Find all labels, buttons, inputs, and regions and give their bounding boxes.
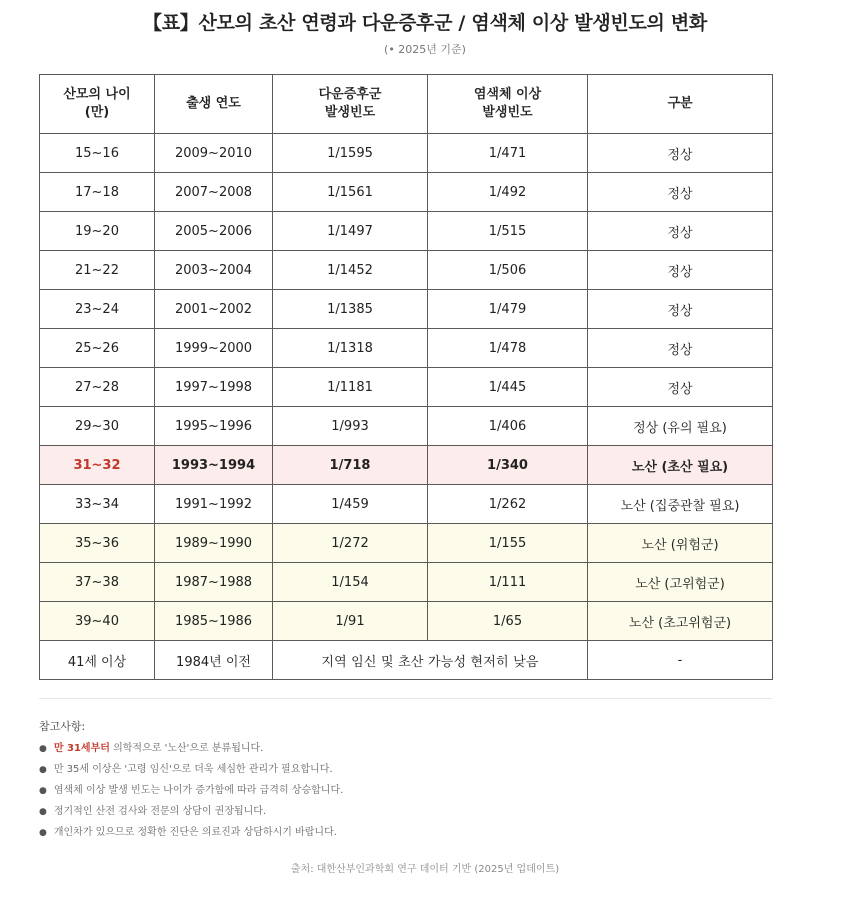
table-header-row xyxy=(40,75,773,134)
cell-age: 25~26 xyxy=(40,329,155,368)
cell-category: 정상 xyxy=(588,134,773,173)
header-down-syndrome: 다운증후군 발생빈도 xyxy=(273,75,428,134)
cell-year: 2005~2006 xyxy=(155,212,273,251)
page-title: 【표】산모의 초산 연령과 다운증후군 / 염색체 이상 발생빈도의 변화 xyxy=(143,12,707,34)
cell-down: 1/1561 xyxy=(273,173,428,212)
cell-year: 2001~2002 xyxy=(155,290,273,329)
table-row xyxy=(40,251,773,290)
cell-year: 1989~1990 xyxy=(155,524,273,563)
cell-age: 29~30 xyxy=(40,407,155,446)
cell-chrom: 1/478 xyxy=(428,329,588,368)
cell-merged: 지역 임신 및 초산 가능성 현저히 낮음 xyxy=(273,641,588,680)
cell-chrom: 1/65 xyxy=(428,602,588,641)
note-emphasis: 만 31세부터 xyxy=(53,743,110,754)
header-birth-year: 출생 연도 xyxy=(155,75,273,134)
bullet-icon: ● xyxy=(39,744,47,754)
cell-down: 1/1595 xyxy=(273,134,428,173)
cell-down: 1/91 xyxy=(273,602,428,641)
cell-age: 21~22 xyxy=(40,251,155,290)
cell-year: 1987~1988 xyxy=(155,563,273,602)
cell-category: 정상 xyxy=(588,290,773,329)
cell-year: 1991~1992 xyxy=(155,485,273,524)
cell-category: 정상 xyxy=(588,368,773,407)
table-row xyxy=(40,446,773,485)
note-text: 정기적인 산전 검사와 전문의 상담이 권장됩니다. xyxy=(53,806,267,817)
note-text: 염색체 이상 발생 빈도는 나이가 증가함에 따라 급격히 상승합니다. xyxy=(53,785,344,796)
cell-chrom: 1/111 xyxy=(428,563,588,602)
cell-chrom: 1/406 xyxy=(428,407,588,446)
cell-year: 1984년 이전 xyxy=(155,641,273,680)
divider xyxy=(39,698,772,699)
cell-chrom: 1/471 xyxy=(428,134,588,173)
cell-chrom: 1/340 xyxy=(428,446,588,485)
cell-category: 정상 xyxy=(588,173,773,212)
cell-chrom: 1/155 xyxy=(428,524,588,563)
cell-age: 31~32 xyxy=(40,446,155,485)
cell-down: 1/718 xyxy=(273,446,428,485)
table-row xyxy=(40,524,773,563)
cell-down: 1/993 xyxy=(273,407,428,446)
cell-category: 노산 (위험군) xyxy=(588,524,773,563)
table-row xyxy=(40,212,773,251)
note-item xyxy=(39,759,343,780)
note-text: 만 35세 이상은 '고령 임신'으로 더욱 세심한 관리가 필요합니다. xyxy=(53,764,333,775)
notes-title: 참고사항: xyxy=(39,720,86,733)
cell-age: 41세 이상 xyxy=(40,641,155,680)
cell-category: 노산 (집중관찰 필요) xyxy=(588,485,773,524)
cell-age: 19~20 xyxy=(40,212,155,251)
cell-age: 39~40 xyxy=(40,602,155,641)
cell-down: 1/459 xyxy=(273,485,428,524)
cell-category: - xyxy=(588,641,773,680)
cell-category: 노산 (초고위험군) xyxy=(588,602,773,641)
note-item xyxy=(39,822,343,843)
note-item xyxy=(39,801,343,822)
notes-list xyxy=(39,738,343,843)
cell-down: 1/1497 xyxy=(273,212,428,251)
table-row xyxy=(40,563,773,602)
cell-year: 2007~2008 xyxy=(155,173,273,212)
cell-down: 1/154 xyxy=(273,563,428,602)
cell-category: 정상 (유의 필요) xyxy=(588,407,773,446)
cell-age: 23~24 xyxy=(40,290,155,329)
cell-age: 15~16 xyxy=(40,134,155,173)
cell-chrom: 1/445 xyxy=(428,368,588,407)
page-subtitle: (• 2025년 기준) xyxy=(384,43,466,56)
cell-year: 1993~1994 xyxy=(155,446,273,485)
cell-age: 37~38 xyxy=(40,563,155,602)
cell-year: 2003~2004 xyxy=(155,251,273,290)
cell-chrom: 1/506 xyxy=(428,251,588,290)
table-row xyxy=(40,134,773,173)
data-table xyxy=(39,74,773,680)
bullet-icon: ● xyxy=(39,786,47,796)
cell-category: 정상 xyxy=(588,212,773,251)
note-text: 의학적으로 '노산'으로 분류됩니다. xyxy=(109,743,264,754)
cell-year: 1985~1986 xyxy=(155,602,273,641)
cell-category: 노산 (고위험군) xyxy=(588,563,773,602)
table-row xyxy=(40,329,773,368)
cell-chrom: 1/515 xyxy=(428,212,588,251)
cell-chrom: 1/492 xyxy=(428,173,588,212)
cell-age: 35~36 xyxy=(40,524,155,563)
cell-chrom: 1/262 xyxy=(428,485,588,524)
cell-down: 1/1452 xyxy=(273,251,428,290)
cell-year: 1995~1996 xyxy=(155,407,273,446)
cell-year: 1997~1998 xyxy=(155,368,273,407)
cell-down: 1/272 xyxy=(273,524,428,563)
bullet-icon: ● xyxy=(39,828,47,838)
cell-down: 1/1385 xyxy=(273,290,428,329)
table-row xyxy=(40,290,773,329)
cell-age: 33~34 xyxy=(40,485,155,524)
bullet-icon: ● xyxy=(39,765,47,775)
cell-year: 2009~2010 xyxy=(155,134,273,173)
note-item xyxy=(39,738,343,759)
header-category: 구분 xyxy=(588,75,773,134)
table-row xyxy=(40,485,773,524)
cell-down: 1/1318 xyxy=(273,329,428,368)
cell-age: 27~28 xyxy=(40,368,155,407)
header-chromosome: 염색체 이상 발생빈도 xyxy=(428,75,588,134)
header-age: 산모의 나이 (만) xyxy=(40,75,155,134)
bullet-icon: ● xyxy=(39,807,47,817)
cell-category: 정상 xyxy=(588,329,773,368)
table-row-last xyxy=(40,641,773,680)
cell-category: 노산 (초산 필요) xyxy=(588,446,773,485)
cell-age: 17~18 xyxy=(40,173,155,212)
note-item xyxy=(39,780,343,801)
table-row xyxy=(40,602,773,641)
table-row xyxy=(40,173,773,212)
note-text: 개인차가 있으므로 정확한 진단은 의료진과 상담하시기 바랍니다. xyxy=(53,827,337,838)
cell-year: 1999~2000 xyxy=(155,329,273,368)
cell-category: 정상 xyxy=(588,251,773,290)
source-text: 출처: 대한산부인과학회 연구 데이터 기반 (2025년 업데이트) xyxy=(290,864,560,875)
cell-chrom: 1/479 xyxy=(428,290,588,329)
cell-down: 1/1181 xyxy=(273,368,428,407)
table-row xyxy=(40,407,773,446)
table-row xyxy=(40,368,773,407)
